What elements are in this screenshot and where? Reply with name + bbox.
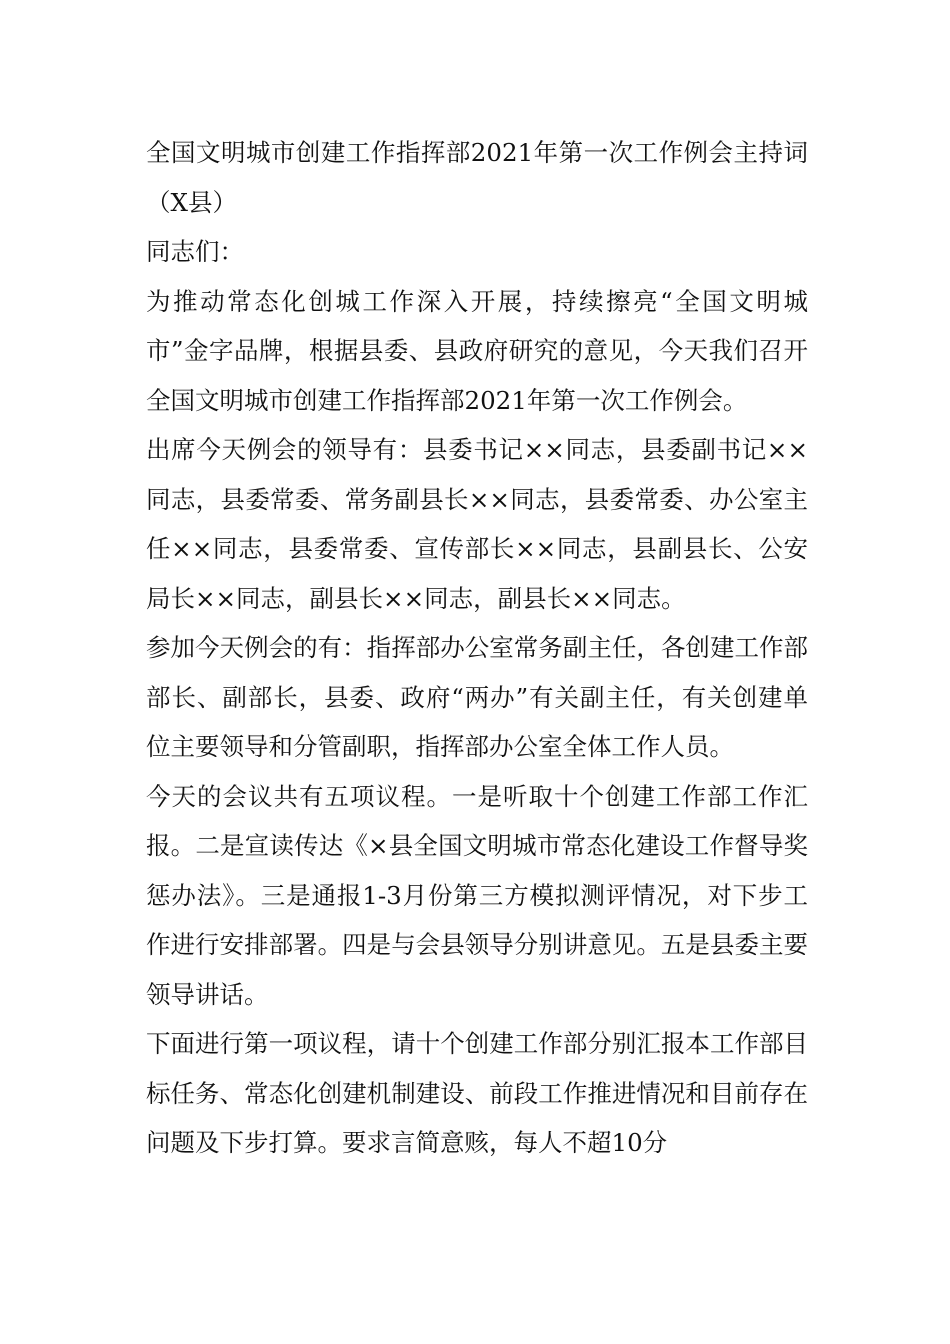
paragraph-agenda: 今天的会议共有五项议程。一是听取十个创建工作部工作汇报。二是宣读传达《×县全国文明城市常态化建设工作督导奖惩办法》。三是通报1-3月份第三方模拟测评情况，对下步工作进行安排部署。四是与会县领导分别讲意见。五是县委主要领导讲话。 bbox=[146, 781, 808, 1009]
document-body bbox=[146, 128, 808, 1168]
paragraph-greeting: 同志们： bbox=[146, 237, 244, 266]
document-title: 全国文明城市创建工作指挥部2021年第一次工作例会主持词（X县） bbox=[146, 138, 808, 217]
paragraph-participants: 参加今天例会的有：指挥部办公室常务副主任，各创建工作部部长、副部长，县委、政府“两办”有关副主任，有关创建单位主要领导和分管副职，指挥部办公室全体工作人员。 bbox=[146, 633, 808, 761]
paragraph-purpose: 为推动常态化创城工作深入开展，持续擦亮“全国文明城市”金字品牌，根据县委、县政府研究的意见，今天我们召开全国文明城市创建工作指挥部2021年第一次工作例会。 bbox=[146, 286, 808, 415]
paragraph-attending-leaders: 出席今天例会的领导有：县委书记××同志，县委副书记××同志，县委常委、常务副县长××同志，县委常委、办公室主任××同志，县委常委、宣传部长××同志，县副县长、公安局长××同志，副县长××同志，副县长××同志。 bbox=[146, 435, 808, 613]
paragraph-first-item: 下面进行第一项议程，请十个创建工作部分别汇报本工作部目标任务、常态化创建机制建设、前段工作推进情况和目前存在问题及下步打算。要求言简意赅，每人不超10分 bbox=[146, 1029, 808, 1157]
